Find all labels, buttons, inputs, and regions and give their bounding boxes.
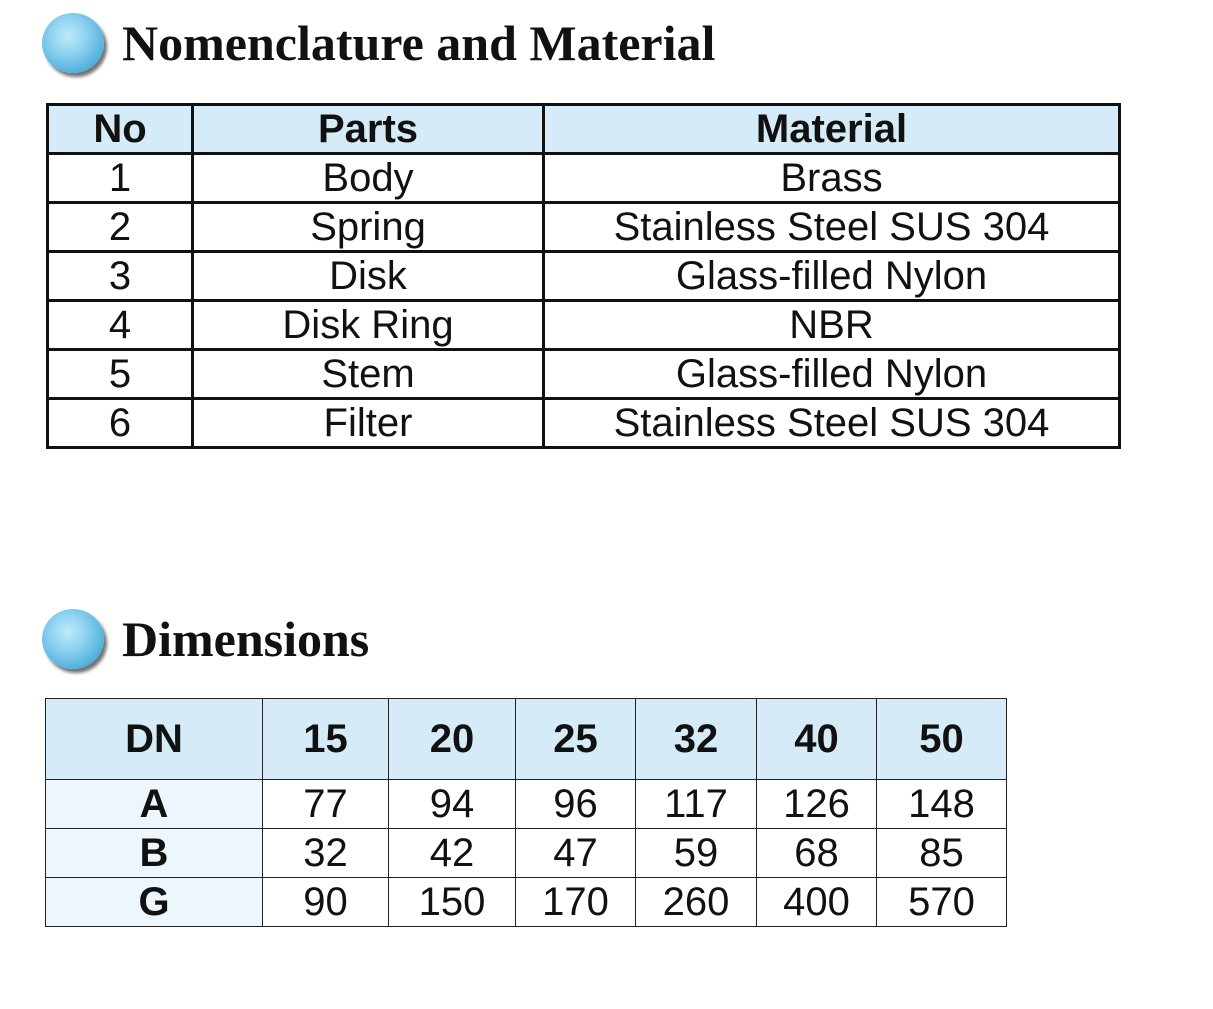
- table-row: [46, 829, 1007, 878]
- cell-no: 4: [48, 301, 193, 350]
- cell-no: 6: [48, 399, 193, 448]
- table-row: [48, 399, 1120, 448]
- circle-bullet-icon: [42, 609, 104, 669]
- header-material: Material: [544, 105, 1120, 154]
- table-row: [48, 203, 1120, 252]
- table-row: [48, 350, 1120, 399]
- dimension-value: 59: [636, 829, 757, 878]
- dimension-value: 32: [263, 829, 389, 878]
- header-no: No: [48, 105, 193, 154]
- cell-no: 2: [48, 203, 193, 252]
- dimension-value: 260: [636, 878, 757, 927]
- header-size: 15: [263, 699, 389, 780]
- circle-bullet-icon: [42, 13, 104, 73]
- header-parts: Parts: [193, 105, 544, 154]
- table-row: [46, 780, 1007, 829]
- cell-material: Stainless Steel SUS 304: [544, 399, 1120, 448]
- dimensions-table: [45, 698, 1007, 927]
- cell-no: 3: [48, 252, 193, 301]
- dimension-value: 150: [389, 878, 516, 927]
- row-label: B: [46, 829, 263, 878]
- row-label: G: [46, 878, 263, 927]
- dimension-value: 96: [516, 780, 636, 829]
- cell-no: 1: [48, 154, 193, 203]
- cell-part: Spring: [193, 203, 544, 252]
- nomenclature-table: [46, 103, 1121, 449]
- dimension-value: 126: [757, 780, 877, 829]
- header-dn: DN: [46, 699, 263, 780]
- dimension-value: 148: [877, 780, 1007, 829]
- header-size: 50: [877, 699, 1007, 780]
- dimension-value: 400: [757, 878, 877, 927]
- cell-part: Filter: [193, 399, 544, 448]
- table-row: [48, 154, 1120, 203]
- row-label: A: [46, 780, 263, 829]
- dimension-value: 94: [389, 780, 516, 829]
- dimension-value: 117: [636, 780, 757, 829]
- header-size: 32: [636, 699, 757, 780]
- header-size: 25: [516, 699, 636, 780]
- header-size: 20: [389, 699, 516, 780]
- nomenclature-heading: [42, 8, 715, 78]
- cell-material: Brass: [544, 154, 1120, 203]
- dimensions-header-row: [46, 699, 1007, 780]
- cell-part: Disk: [193, 252, 544, 301]
- dimension-value: 85: [877, 829, 1007, 878]
- dimensions-title: Dimensions: [122, 611, 370, 667]
- cell-material: NBR: [544, 301, 1120, 350]
- dimension-value: 90: [263, 878, 389, 927]
- cell-no: 5: [48, 350, 193, 399]
- cell-part: Body: [193, 154, 544, 203]
- cell-part: Disk Ring: [193, 301, 544, 350]
- table-row: [48, 252, 1120, 301]
- dimension-value: 47: [516, 829, 636, 878]
- dimension-value: 68: [757, 829, 877, 878]
- dimensions-heading: [42, 604, 369, 674]
- nomenclature-header-row: [48, 105, 1120, 154]
- cell-material: Glass-filled Nylon: [544, 252, 1120, 301]
- nomenclature-title: Nomenclature and Material: [122, 15, 716, 71]
- table-row: [48, 301, 1120, 350]
- dimension-value: 570: [877, 878, 1007, 927]
- cell-part: Stem: [193, 350, 544, 399]
- dimension-value: 77: [263, 780, 389, 829]
- cell-material: Stainless Steel SUS 304: [544, 203, 1120, 252]
- table-row: [46, 878, 1007, 927]
- dimension-value: 42: [389, 829, 516, 878]
- cell-material: Glass-filled Nylon: [544, 350, 1120, 399]
- header-size: 40: [757, 699, 877, 780]
- dimension-value: 170: [516, 878, 636, 927]
